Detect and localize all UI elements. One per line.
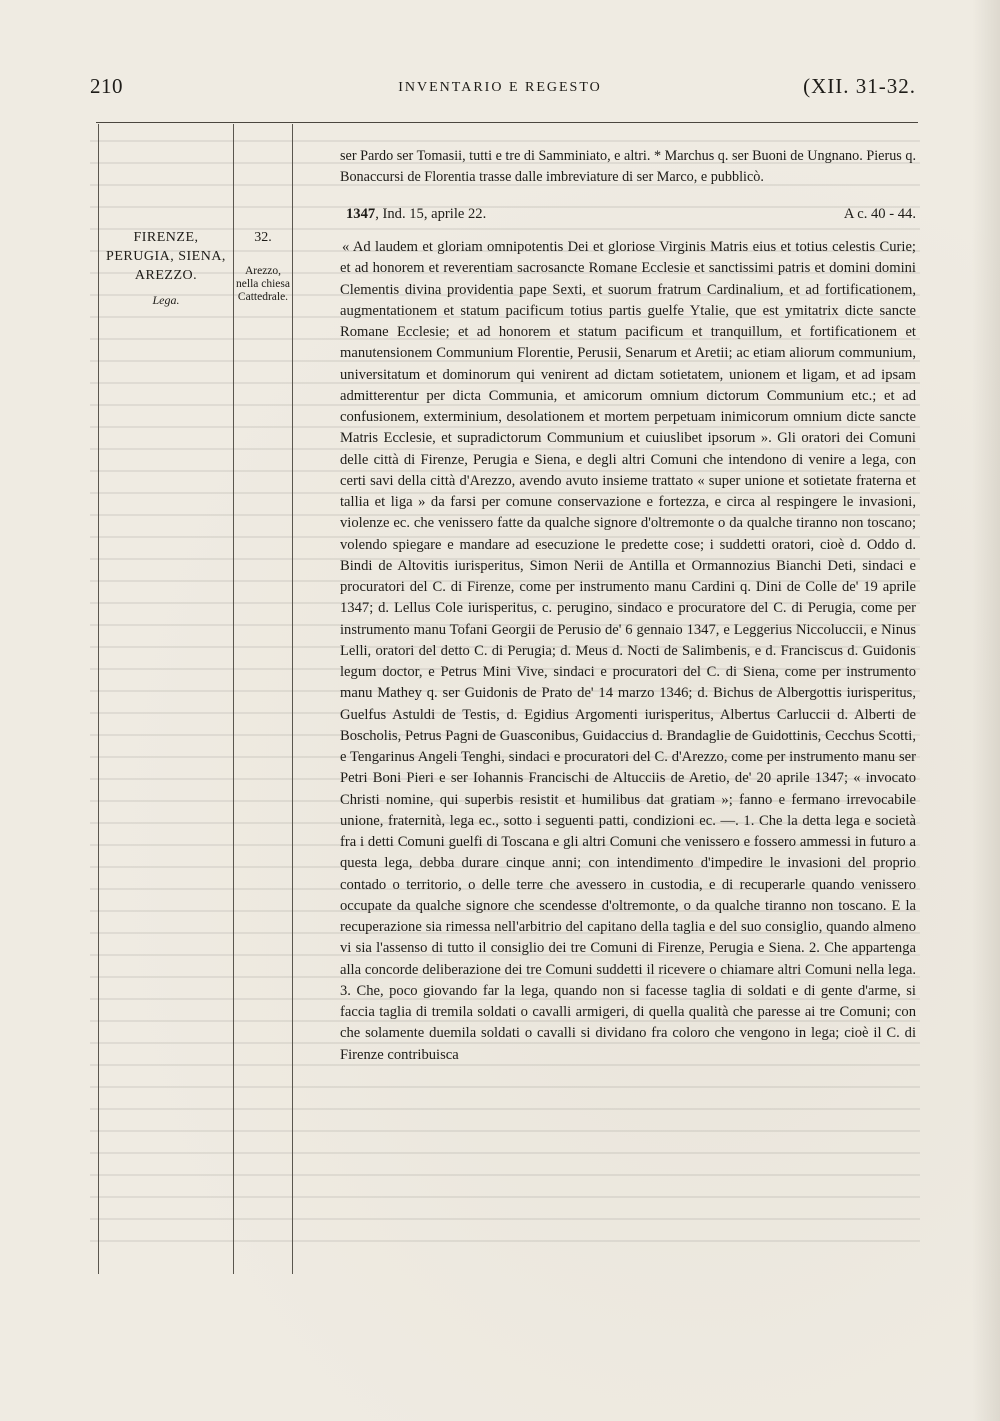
scan-edge-shadow (972, 0, 1000, 1421)
entry-place: Arezzo, nella chiesa Cattedrale. (236, 265, 290, 303)
entry-date-detail: , Ind. 15, aprile 22. (375, 206, 487, 222)
column-divider-left (98, 124, 99, 1274)
intro-paragraph: ser Pardo ser Tomasii, tutti e tre di Samminiato, e altri. * Marchus q. ser Buoni de Ungnano. Pierus q. Bonaccursi de Florentia trasse dalle imbreviature di ser Marco, e pubblicò. (340, 148, 916, 185)
header-rule (96, 122, 918, 123)
parties-label: FIRENZE, PERUGIA, SIENA, AREZZO. (106, 230, 226, 283)
folio-reference: A c. 40 - 44. (843, 206, 916, 222)
running-title: INVENTARIO E REGESTO (398, 80, 602, 95)
entry-date (346, 204, 486, 225)
number-column (235, 228, 291, 304)
entry-year: 1347 (346, 206, 376, 222)
running-head (0, 74, 1000, 106)
column-divider-middle (233, 124, 234, 1274)
page-number: 210 (90, 74, 123, 98)
entry-number: 32. (254, 230, 272, 245)
entry-dateline (340, 204, 916, 228)
section-reference: (XII. 31-32. (803, 74, 916, 98)
parties-column (100, 228, 232, 310)
column-divider-right (292, 124, 293, 1274)
body-paragraph: « Ad laudem et gloriam omnipotentis Dei et gloriose Virginis Matris eius et totius celestis Curie; et ad honorem et reverentiam sacrosancte Romane Ecclesie et sanctissimi patris et domini domini Clementis divina providentia pape Sexti, et suorum fratrum Cardinalium, et ad fortificationem, augmentationem et statum pacificum totius partis guelfe Ytalie, que est ymitatrix dicte sancte Romane Ecclesie; et ad honorem et statum pacificum et tranquillum, et fortificationem et manutensionem Communium Florentie, Perusii, Senarum et Aretii; ac etiam aliorum communium, universitatum et dominorum qui venirent ad dictam sotietatem, unionem et ligam, et ad ipsam admitterentur per dicta Communia, et amicorum omnium dictorum Communium etc.; et ad confusionem, exterminium, desolationem et mortem perpetuam inimicorum omnium dicte sancte Matris Ecclesie, et supradictorum Communium et cuiuslibet ipsorum ». Gli oratori dei Comuni delle città di Firenze, Perugia e Siena, e degli altri Comuni che intendono di venire a lega, con certi savi della città d'Arezzo, avendo avuto insieme trattato « super unione et sotietate fraterna et tallia et liga » da farsi per comune conservazione e fortezza, e circa al respingere le invasioni, violenze ec. che venissero fatte da qualche signore d'oltremonte o da qualche tiranno non toscano; volendo spiegare e mandare ad esecuzione le predette cose; i suddetti oratori, cioè d. Oddo d. Bindi de Altovitis iurisperitus, Simon Nerii de Antilla et Ormannozius Bianchi Deti, sindaci e procuratori del C. di Firenze, come per instrumento manu Cardini q. Dini de Colle de' 19 aprile 1347; d. Lellus Cole iurisperitus, c. perugino, sindaco e procuratore del C. di Perugia, come per instrumento manu Tofani Georgii de Perusio de' 6 gennaio 1347, e Leggerius Niccoluccii, e Ninus Lelli, oratori del detto C. di Perugia; d. Meus d. Nocti de Salimbenis, e d. Franciscus d. Guidonis legum doctor, e Petrus Mini Vive, sindaci e procuratori del C. di Siena, come per instrumento manu Mathey q. ser Guidonis de Prato de' 14 marzo 1346; d. Bichus de Albergottis iurisperitus, Guelfus Astuldi de Testis, d. Egidius Argomenti iurisperitus, Albertus Carluccii d. Alberti de Boscholis, Petrus Pagni de Guasconibus, Guidaccius d. Brandaglie de Guidottinis, Cecchus Scotti, e Tengarinus Angeli Tenghi, sindaci e procuratori del C. d'Arezzo, come per instrumento manu ser Petri Boni Pieri e ser Iohannis Francischi de Altucciis de Aretio, de' 20 aprile 1347; « invocato Christi nomine, qui superbis resistit et humilibus dat gratiam »; fanno e fermano irrevocabile unione, fraternità, lega ec., sotto i seguenti patti, condizioni ec. —. 1. Che la detta lega e società fra i detti Comuni guelfi di Toscana e gli altri Comuni che venissero e fossero ammessi in futuro a questa lega, debba durare cinque anni; con intendimento d'impedire le invasioni del proprio contado o territorio, o delle terre che avessero in custodia, e di recuperarle quando venissero occupate da qualche signore che scendesse d'oltremonte, o da qualche tiranno non toscano. E la recuperazione sia rimessa nell'arbitrio del capitano della taglia e del suo consiglio, quando almeno vi sia l'assenso di tutto il consiglio dei tre Comuni di Firenze, Perugia e Siena. 2. Che appartenga alla concorde deliberazione dei tre Comuni suddetti il ricevere o chiamare altri Comuni nella lega. 3. Che, poco giovando far la lega, quando non si facesse taglia di soldati e di gente d'arme, si faccia taglia di tremila soldati o cavalli armigeri, di quella qualità che paresse ai tre Comuni; con che solamente duemila soldati o cavalli si dividano fra coloro che vengono in lega; cioè il C. di Firenze contribuisca (340, 239, 916, 1063)
subject-label: Lega. (152, 293, 180, 307)
main-text-column (340, 146, 916, 1066)
